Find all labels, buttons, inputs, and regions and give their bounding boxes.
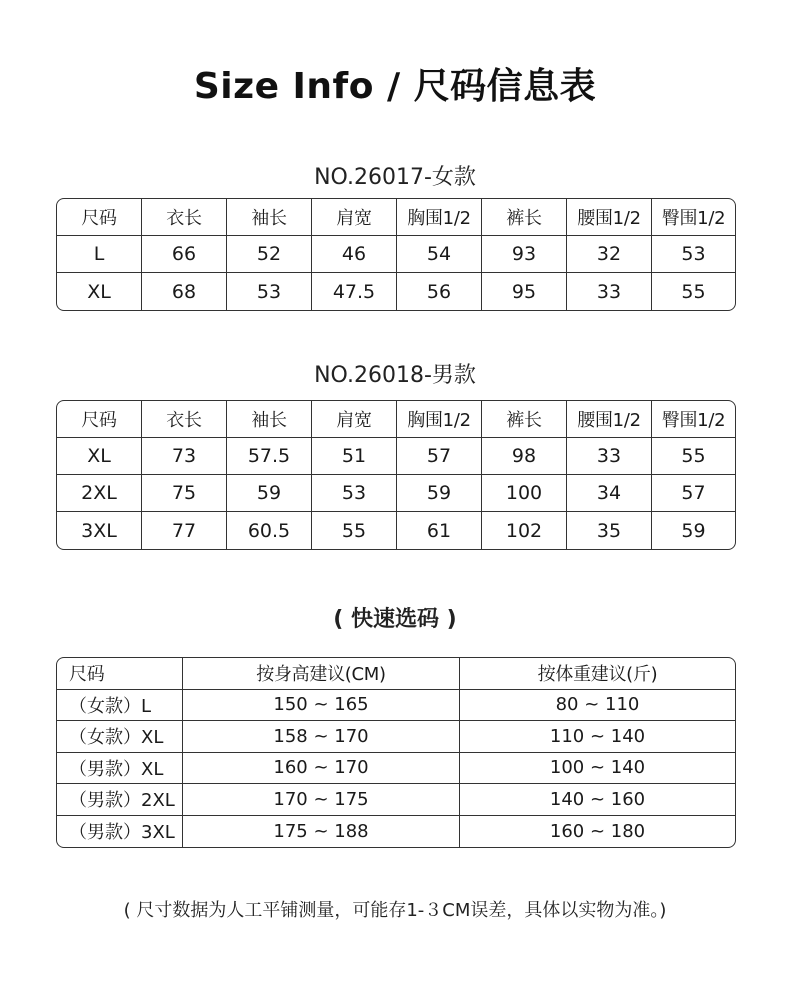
table-cell: 32 (567, 236, 652, 273)
table-cell: 80 ~ 110 (460, 690, 735, 722)
table-cell: 100 (482, 475, 567, 512)
table-cell: 175 ~ 188 (183, 816, 460, 848)
table-cell: 55 (681, 280, 706, 303)
table-row (57, 784, 735, 816)
table-cell: 33 (567, 273, 652, 310)
table-cell: 33 (567, 438, 652, 475)
header-cell: 按身高建议(CM) (183, 658, 460, 690)
table-cell: 57 (652, 475, 735, 512)
header-cell: 尺码 (57, 401, 142, 438)
table-cell: 158 ~ 170 (183, 721, 460, 753)
table-cell: 150 ~ 165 (183, 690, 460, 722)
header-cell: 尺码 (57, 199, 142, 236)
quick-select-table (56, 657, 736, 848)
table-cell: 54 (397, 236, 482, 273)
header-cell: 袖长 (227, 199, 312, 236)
table-header-row (57, 401, 735, 438)
table-row (57, 816, 735, 848)
table-cell: XL (57, 273, 142, 310)
table-cell: 93 (482, 236, 567, 273)
table-cell: （男款）2XL (57, 784, 183, 816)
table-cell: 140 ~ 160 (460, 784, 735, 816)
men-table-heading: NO.26018-男款 (314, 363, 476, 388)
header-cell: 胸围1/2 (397, 401, 482, 438)
table-cell: （男款）XL (57, 753, 183, 785)
header-cell: 臀围1/2 (652, 199, 735, 236)
header-cell: 腰围1/2 (567, 401, 652, 438)
women-table-heading: NO.26017-女款 (314, 165, 476, 190)
table-cell: 55 (312, 512, 397, 549)
table-cell: 160 ~ 170 (183, 753, 460, 785)
quick-select-heading: ( 快速选码 ) (333, 607, 457, 632)
table-cell: 160 ~ 180 (549, 820, 646, 842)
table-row (57, 273, 735, 310)
table-row (57, 753, 735, 785)
table-cell: 51 (312, 438, 397, 475)
table-cell: 46 (312, 236, 397, 273)
table-cell: （男款）3XL (57, 816, 183, 848)
table-cell: XL (57, 438, 142, 475)
table-row (57, 512, 735, 549)
table-cell: 2XL (57, 475, 142, 512)
table-cell: 34 (567, 475, 652, 512)
table-cell: 35 (567, 512, 652, 549)
table-cell: （女款）L (57, 690, 183, 722)
table-cell: 59 (681, 519, 706, 542)
table-cell: 95 (482, 273, 567, 310)
table-cell: 73 (142, 438, 227, 475)
men-size-table (56, 400, 736, 550)
table-cell: 53 (652, 236, 735, 273)
table-cell: 75 (142, 475, 227, 512)
table-cell: 77 (142, 512, 227, 549)
header-cell: 肩宽 (312, 401, 397, 438)
header-cell: 裤长 (482, 199, 567, 236)
table-cell: 56 (397, 273, 482, 310)
table-row (57, 438, 735, 475)
table-row (57, 475, 735, 512)
table-cell: 59 (397, 475, 482, 512)
table-cell: （女款）XL (57, 721, 183, 753)
table-cell: 61 (397, 512, 482, 549)
header-cell: 尺码 (57, 658, 183, 690)
table-cell: 47.5 (312, 273, 397, 310)
table-cell: 98 (482, 438, 567, 475)
table-cell: 57 (397, 438, 482, 475)
table-header-row (57, 658, 735, 690)
table-cell: 66 (142, 236, 227, 273)
table-cell: 57.5 (227, 438, 312, 475)
header-cell: 衣长 (142, 401, 227, 438)
page-title: Size Info / 尺码信息表 (193, 66, 597, 107)
table-cell: 110 ~ 140 (460, 721, 735, 753)
measurement-note: ( 尺寸数据为人工平铺测量，可能存1-３CM误差，具体以实物为准。) (123, 900, 667, 921)
table-cell: 53 (227, 273, 312, 310)
table-cell: 100 ~ 140 (460, 753, 735, 785)
header-cell: 衣长 (142, 199, 227, 236)
header-cell: 按体重建议(斤) (460, 658, 735, 690)
table-cell: 170 ~ 175 (183, 784, 460, 816)
table-row (57, 721, 735, 753)
table-row (57, 236, 735, 273)
table-cell: 102 (482, 512, 567, 549)
header-cell: 臀围1/2 (652, 401, 735, 438)
table-cell: 60.5 (227, 512, 312, 549)
table-row (57, 690, 735, 722)
table-cell: 3XL (57, 512, 142, 549)
table-header-row (57, 199, 735, 236)
header-cell: 胸围1/2 (397, 199, 482, 236)
header-cell: 裤长 (482, 401, 567, 438)
header-cell: 腰围1/2 (567, 199, 652, 236)
table-cell: 53 (312, 475, 397, 512)
header-cell: 肩宽 (312, 199, 397, 236)
table-cell: 59 (227, 475, 312, 512)
table-cell: L (57, 236, 142, 273)
women-size-table (56, 198, 736, 311)
table-cell: 52 (227, 236, 312, 273)
table-cell: 68 (142, 273, 227, 310)
table-cell: 55 (652, 438, 735, 475)
header-cell: 袖长 (227, 401, 312, 438)
